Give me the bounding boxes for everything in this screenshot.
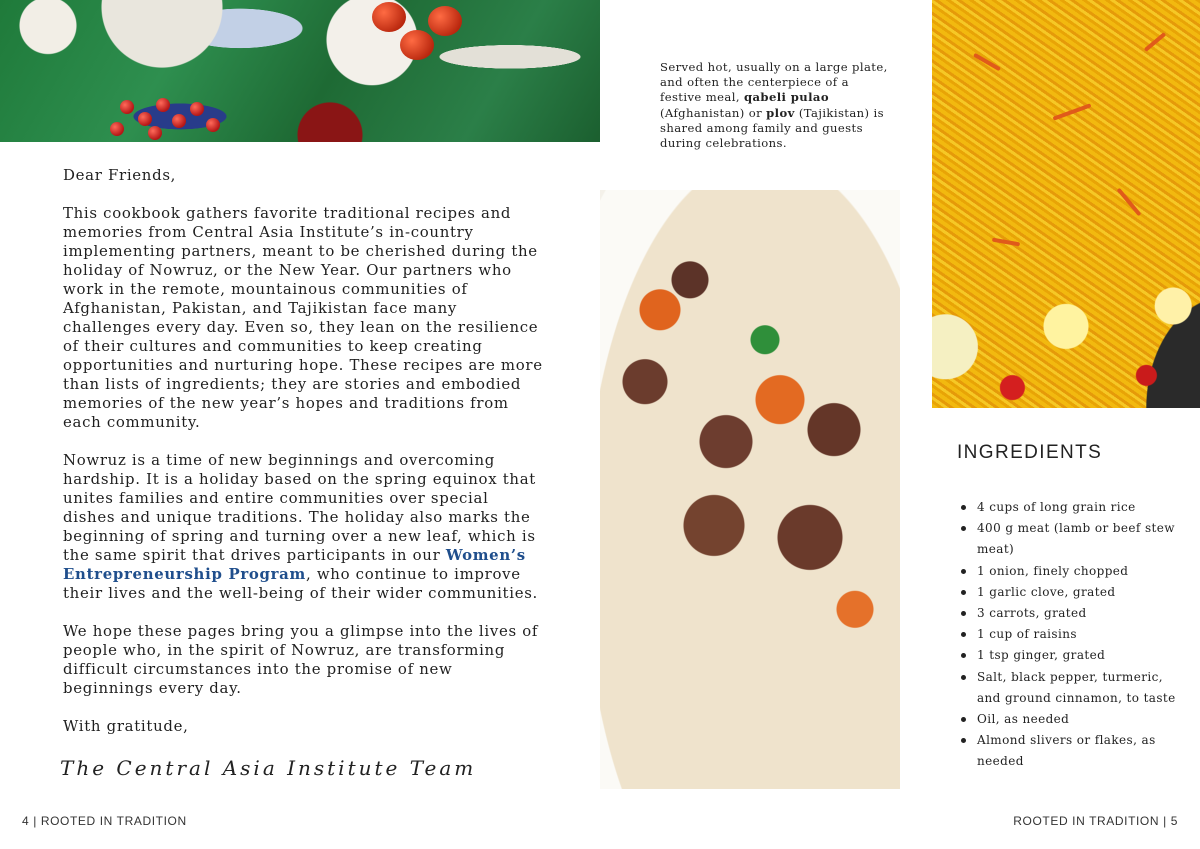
dish-caption	[660, 60, 890, 151]
list-item: 4 cups of long grain rice	[977, 497, 1177, 518]
list-item: 400 g meat (lamb or beef stew meat)	[977, 518, 1177, 560]
cherry	[172, 114, 186, 128]
carrot-strip	[1144, 32, 1166, 52]
list-item: Salt, black pepper, turmeric, and ground cinnamon, to taste	[977, 667, 1177, 709]
paragraph-text: , who continue to improve their lives and the well-being of their wider communities.	[63, 565, 538, 602]
welcome-letter	[63, 166, 543, 755]
list-item: 1 onion, finely chopped	[977, 561, 1177, 582]
list-item: 1 cup of raisins	[977, 624, 1177, 645]
carrot-strip	[1117, 188, 1142, 217]
paragraph-text: Nowruz is a time of new beginnings and overcoming hardship. It is a holiday based on the spring equinox that unites families and entire communities over special dishes and unique traditions. The holiday also marks the beginning of spring and turning over a new leaf, which is the same spirit that drives participants in our	[63, 451, 536, 564]
tomato	[428, 6, 462, 36]
list-item: 3 carrots, grated	[977, 603, 1177, 624]
tomato	[372, 2, 406, 32]
letter-greeting: Dear Friends,	[63, 166, 177, 184]
cherry	[138, 112, 152, 126]
ingredients-heading: INGREDIENTS	[957, 442, 1103, 463]
caption-text: Served hot, usually on a large plate, and often the centerpiece of a festive meal,	[660, 60, 888, 105]
list-item: 1 garlic clove, grated	[977, 582, 1177, 603]
caption-text: (Tajikistan) is shared among family and guests during celebrations.	[660, 105, 885, 151]
dish-name-tajikistan: plov	[766, 105, 795, 120]
letter-closing: With gratitude,	[63, 717, 189, 735]
dish-name-afghanistan: qabeli pulao	[744, 90, 829, 105]
carrot-strip	[1053, 103, 1092, 120]
carrot-strip	[973, 53, 1001, 71]
letter-paragraph-3: We hope these pages bring you a glimpse into the lives of people who, in the spirit of Nowruz, are transforming difficult circumstances into the promise of new beginnings every day.	[63, 622, 539, 697]
list-item: 1 tsp ginger, grated	[977, 645, 1177, 666]
list-item: Almond slivers or flakes, as needed	[977, 730, 1177, 772]
plov-dish-photo	[600, 190, 900, 789]
carrot-strip	[992, 238, 1020, 247]
cherry	[206, 118, 220, 132]
list-item: Oil, as needed	[977, 709, 1177, 730]
yellow-rice-photo	[932, 0, 1200, 408]
cherry	[148, 126, 162, 140]
caption-text: (Afghanistan) or	[660, 105, 767, 120]
ingredients-list	[957, 497, 1177, 773]
cherry	[110, 122, 124, 136]
letter-paragraph-1: This cookbook gathers favorite traditional recipes and memories from Central Asia Institute’s in-country implementing partners, meant to be cherished during the holiday of Nowruz, or the New Year. Our partners who work in the remote, mountainous communities of Afghanistan, Pakistan, and Tajikistan face many challenges every day. Even so, they lean on the resilience of their cultures and communities to keep creating opportunities and nurturing hope. These recipes are more than lists of ingredients; they are stories and embodied memories of the new year’s hopes and traditions from each community.	[63, 204, 543, 431]
womens-entrepreneurship-program-link[interactable]: Women’s Entrepreneurship Program	[63, 546, 526, 583]
footer-left-page-number: 4 | ROOTED IN TRADITION	[22, 814, 187, 828]
letter-paragraph-2	[63, 451, 543, 603]
cherry	[190, 102, 204, 116]
table-spread-photo	[0, 0, 600, 142]
signature: The Central Asia Institute Team	[60, 756, 477, 780]
footer-right-page-number: ROOTED IN TRADITION | 5	[1013, 814, 1178, 828]
cherry	[156, 98, 170, 112]
tomato	[400, 30, 434, 60]
cherry	[120, 100, 134, 114]
